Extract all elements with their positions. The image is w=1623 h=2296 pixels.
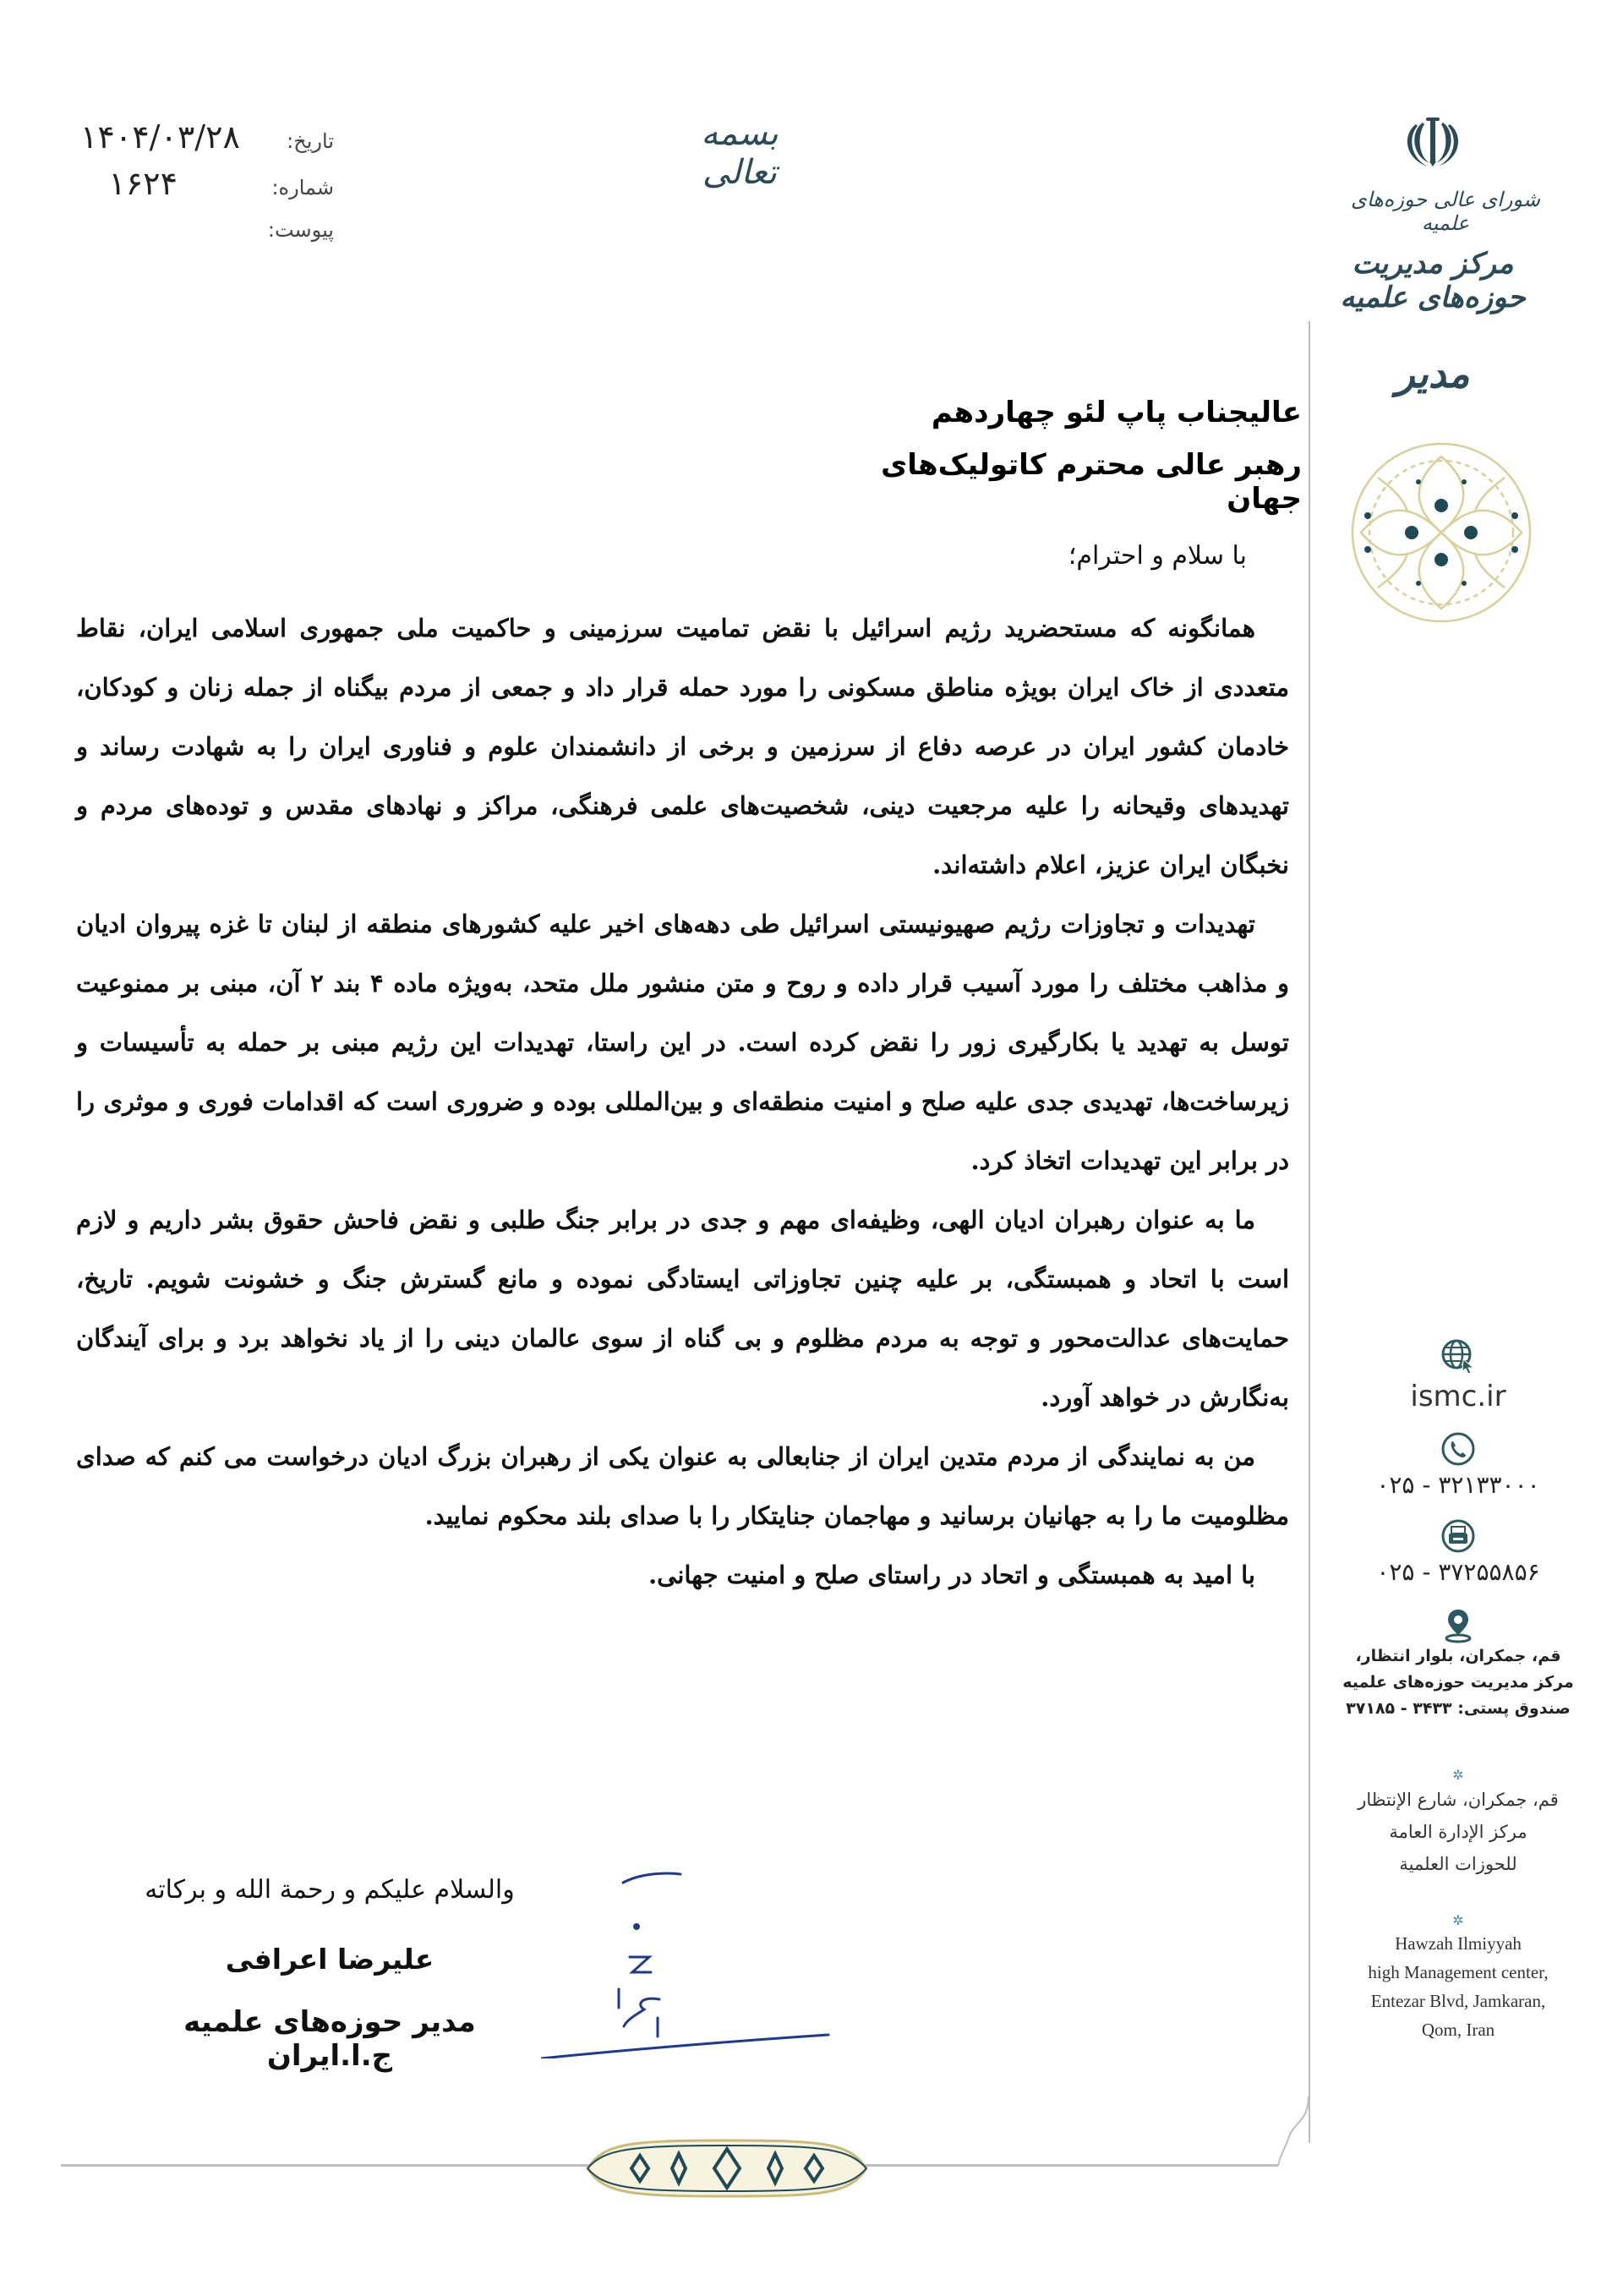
- signer-name: علیرضا اعرافی: [225, 1943, 434, 1976]
- closing-greeting: والسلام علیکم و رحمة الله و برکاته: [145, 1875, 515, 1905]
- contact-address-en: [1331, 1912, 1585, 2044]
- body-paragraph: من به نمایندگی از مردم متدین ایران از جنابعالی به عنوان یکی از رهبران بزرگ ادیان درخواست می کنم که صدای مظلومیت ما را به جهانیان برسانید و مهاجمان جنایتکار را با صدای بلند محکوم نمایید.: [76, 1442, 1289, 1530]
- signer-title: مدیر حوزه‌های علمیه ج.ا.ایران: [183, 2005, 476, 2073]
- attachment-field: [80, 218, 334, 242]
- body-paragraph: همانگونه که مستحضرید رژیم اسرائیل با نقض تمامیت سرزمینی و حاکمیت ملی جمهوری اسلامی ایران، نقاط متعددی از خاک ایران بویژه مناطق مسکونی را مورد حمله قرار داد و جمعی از مردم بیگناه از جمله زنان و کودکان، خادمان کشور ایران در عرصه دفاع از سرزمین و برخی از دانشمندان علوم و فناوری ایران را به شهادت رساند و تهدیدهای وقیحانه را علیه مرجعیت دینی، شخصیت‌های علمی فرهنگی، مراکز و نهادهای مقدس و توده‌های مردم و نخبگان ایران عزیز، اعلام داشته‌اند.: [76, 614, 1289, 879]
- vertical-divider: [1309, 321, 1310, 2143]
- location-pin-icon: [1440, 1606, 1477, 1643]
- role-title: مدیر: [1396, 351, 1470, 396]
- body-paragraph: تهدیدات و تجاوزات رژیم صهیونیستی اسرائیل طی دهه‌های اخیر علیه کشورهای منطقه از لبنان تا غزه پیروان ادیان و مذاهب مختلف را مورد آسیب قرار داده و روح و متن منشور ملل متحد، به‌ویژه ماده ۴ بند ۲ آن، مبنی بر ممنوعیت توسل به تهدید یا بکارگیری زور را نقض کرده است. در این راستا، تهدیدات این رژیم مبنی بر حمله به تأسیسات و زیرساخت‌ها، تهدیدی جدی علیه صلح و امنیت منطقه‌ای و بین‌المللی بوده و ضروری است که اقدامات فوری و موثری را در برابر این تهدیدات اتخاذ کرد.: [76, 910, 1289, 1175]
- address-en-line: Qom, Iran: [1421, 2020, 1495, 2040]
- org-center-name: مرکز مدیریت حوزه‌های علمیه: [1340, 247, 1526, 314]
- decorative-rosette-icon: [1327, 431, 1555, 634]
- contact-phone: [1331, 1430, 1585, 1499]
- divider-flourish: [1276, 2096, 1310, 2166]
- globe-cursor-icon: [1440, 1337, 1477, 1375]
- contact-fax: [1331, 1517, 1585, 1586]
- address-ar-line: مرکز الإدارة العامة: [1389, 1822, 1527, 1842]
- phone-number: ۰۲۵ - ۳۲۱۳۳۰۰۰: [1376, 1471, 1540, 1499]
- body-paragraph: با امید به همبستگی و اتحاد در راستای صلح و امنیت جهانی.: [648, 1561, 1255, 1589]
- address-en-line: Hawzah Ilmiyyah: [1395, 1933, 1522, 1954]
- number-value: ۱۶۲۴: [108, 165, 178, 202]
- address-fa-line: قم، جمکران، بلوار انتظار،: [1355, 1647, 1561, 1665]
- address-en-line: high Management center,: [1368, 1962, 1549, 1982]
- date-label: تاریخ:: [287, 129, 334, 153]
- bismillah-calligraphy: بسمه تعالی: [701, 114, 779, 192]
- address-en-line: Entezar Blvd, Jamkaran,: [1370, 1991, 1546, 2011]
- asterisk-star-icon: ✲: [1452, 1912, 1464, 1928]
- number-label: شماره:: [271, 176, 334, 200]
- asterisk-star-icon: ✲: [1452, 1767, 1464, 1783]
- phone-icon: [1440, 1430, 1477, 1468]
- website-link[interactable]: ismc.ir: [1410, 1380, 1506, 1413]
- address-ar-line: قم، جمکران، شارع الإنتظار: [1358, 1790, 1559, 1810]
- address-ar-line: للحوزات العلمیة: [1399, 1854, 1517, 1874]
- bottom-ornament-icon: [579, 2139, 875, 2198]
- attachment-label: پیوست:: [267, 218, 334, 242]
- handwritten-signature: [541, 1839, 862, 2058]
- date-value: ۱۴۰۴/۰۳/۲۸: [80, 118, 240, 156]
- addressee-title: رهبر عالی محترم کاتولیک‌های جهان: [881, 448, 1302, 516]
- contact-website: [1331, 1337, 1585, 1413]
- iran-emblem-icon: [1399, 112, 1467, 172]
- org-council-name: شورای عالی حوزه‌های علمیه: [1351, 188, 1540, 235]
- date-field: [80, 118, 334, 156]
- body-paragraph: ما به عنوان رهبران ادیان الهی، وظیفه‌ای مهم و جدی در برابر جنگ طلبی و نقض فاحش حقوق بشر داریم و لازم است با اتحاد و همبستگی، بر علیه چنین تجاوزاتی ایستادگی نموده و مانع گسترش جنگ و خشونت شویم. تاریخ، حمایت‌های عدالت‌محور و توجه به مردم مظلوم و بی گناه از سوی عالمان دینی را از یاد نخواهد برد و برای آیندگان به‌نگارش در خواهد آورد.: [76, 1205, 1289, 1412]
- greeting: با سلام و احترام؛: [1068, 541, 1247, 571]
- address-fa-line: صندوق پستی: ۳۴۳۳ - ۳۷۱۸۵: [1346, 1699, 1571, 1718]
- contact-address-ar: [1331, 1767, 1585, 1880]
- number-field: [80, 165, 334, 202]
- fax-icon: [1440, 1517, 1477, 1555]
- addressee-name: عالیجناب پاپ لئو چهاردهم: [931, 396, 1302, 429]
- address-fa-line: مرکز مدیریت حوزه‌های علمیه: [1342, 1673, 1574, 1692]
- fax-number: ۰۲۵ - ۳۷۲۵۵۸۵۶: [1376, 1558, 1540, 1586]
- letter-body: [76, 599, 1289, 1604]
- contact-address-fa: [1331, 1606, 1585, 1722]
